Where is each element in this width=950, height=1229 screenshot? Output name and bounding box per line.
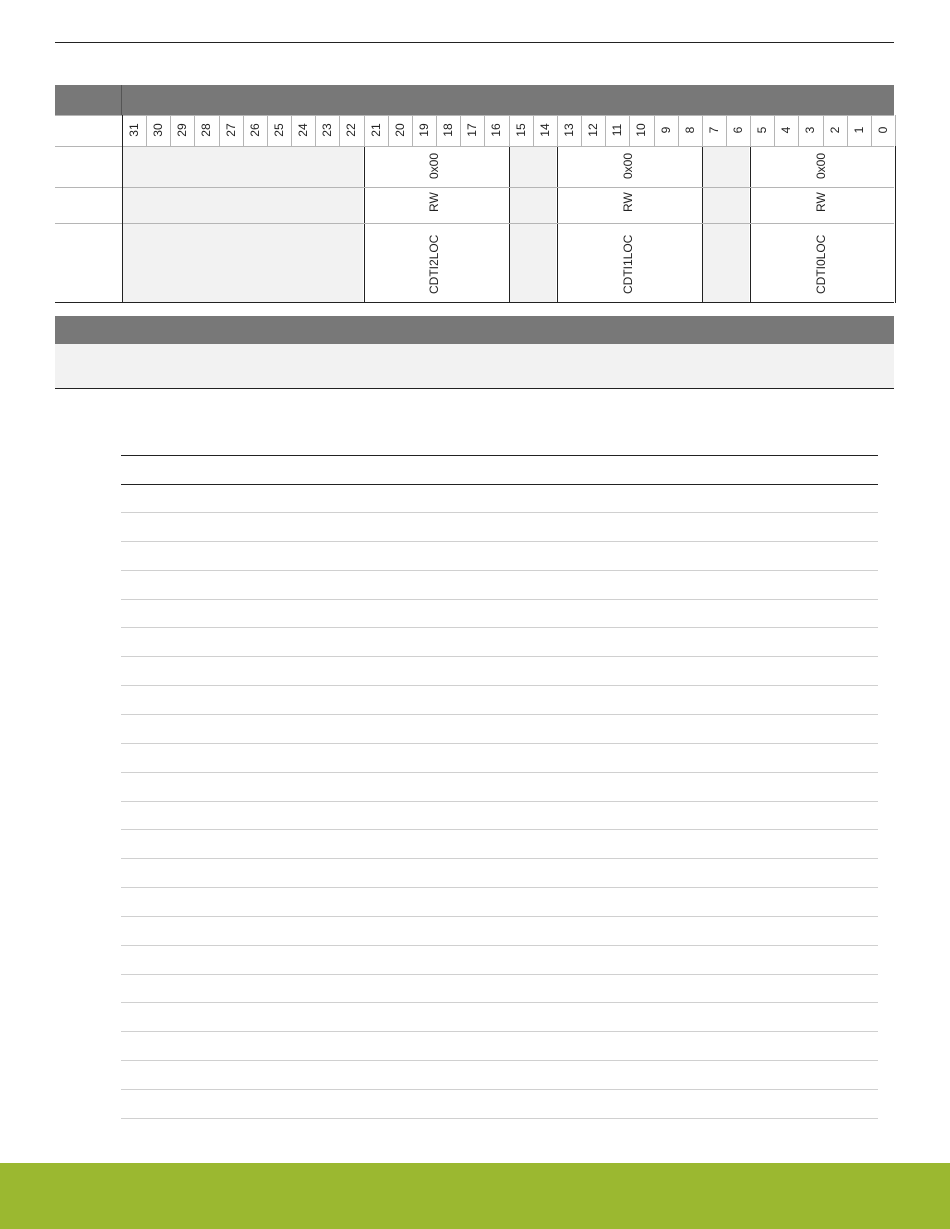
field-0-access: RW bbox=[814, 192, 828, 212]
field-2-name: CDTI2LOC bbox=[427, 234, 441, 294]
description-bottom-rule bbox=[55, 388, 894, 389]
bit-number-20: 20 bbox=[392, 123, 407, 137]
bit-divider bbox=[823, 115, 824, 146]
bit-divider bbox=[798, 115, 799, 146]
bit-number-15: 15 bbox=[513, 123, 528, 137]
bit-number-0: 0 bbox=[875, 126, 890, 134]
bit-divider bbox=[678, 115, 679, 146]
bit-divider bbox=[291, 115, 292, 146]
bit-divider bbox=[364, 115, 365, 146]
bit-number-12: 12 bbox=[586, 123, 601, 137]
bit-divider bbox=[388, 115, 389, 146]
bit-number-30: 30 bbox=[151, 123, 166, 137]
bit-number-8: 8 bbox=[682, 126, 697, 134]
bit-divider bbox=[170, 115, 171, 146]
bit-divider bbox=[484, 115, 485, 146]
register-row-rule bbox=[55, 302, 894, 303]
bit-number-21: 21 bbox=[368, 123, 383, 137]
field-2-reset: 0x00 bbox=[427, 152, 441, 179]
field-2-access: RW bbox=[427, 192, 441, 212]
table-row-rule bbox=[121, 801, 878, 802]
bit-divider bbox=[533, 115, 534, 146]
bit-divider bbox=[460, 115, 461, 146]
bit-number-31: 31 bbox=[127, 123, 141, 137]
bit-number-28: 28 bbox=[199, 123, 214, 137]
table-row-rule bbox=[121, 945, 878, 946]
table-row-rule bbox=[121, 1118, 878, 1119]
reserved-cell-7-6 bbox=[702, 146, 749, 302]
table-row-rule bbox=[121, 627, 878, 628]
page-top-rule bbox=[55, 42, 894, 43]
bit-number-24: 24 bbox=[296, 123, 311, 137]
table-row-rule bbox=[121, 1002, 878, 1003]
table-row-rule bbox=[121, 714, 878, 715]
bit-divider bbox=[339, 115, 340, 146]
description-header-bar bbox=[55, 316, 894, 344]
bit-number-2: 2 bbox=[827, 126, 842, 134]
page-footer-bar bbox=[0, 1163, 950, 1229]
register-row-rule bbox=[55, 187, 894, 188]
bit-number-6: 6 bbox=[731, 126, 745, 134]
field-1-name: CDTI1LOC bbox=[621, 234, 635, 294]
bit-divider bbox=[847, 115, 848, 146]
bit-divider bbox=[412, 115, 413, 146]
bit-divider bbox=[219, 115, 220, 146]
bit-divider bbox=[315, 115, 316, 146]
bit-number-17: 17 bbox=[465, 123, 480, 137]
bit-number-19: 19 bbox=[416, 123, 431, 137]
bit-number-4: 4 bbox=[779, 126, 794, 134]
register-row-rule bbox=[55, 223, 894, 224]
bit-divider bbox=[895, 115, 896, 146]
table-row-rule bbox=[121, 685, 878, 686]
bit-divider bbox=[605, 115, 606, 146]
table-row-rule bbox=[121, 455, 878, 456]
field-1-reset: 0x00 bbox=[621, 152, 635, 179]
field-divider bbox=[895, 146, 896, 303]
table-row-rule bbox=[121, 858, 878, 859]
reserved-cell-31-22 bbox=[123, 146, 363, 302]
bit-divider bbox=[871, 115, 872, 146]
bit-number-16: 16 bbox=[489, 123, 504, 137]
bit-divider bbox=[267, 115, 268, 146]
field-divider bbox=[364, 146, 365, 303]
bit-divider bbox=[726, 115, 727, 146]
table-row-rule bbox=[121, 512, 878, 513]
field-1-access: RW bbox=[621, 192, 635, 212]
bit-number-22: 22 bbox=[344, 123, 359, 137]
table-row-rule bbox=[121, 570, 878, 571]
field-0-name: CDTI0LOC bbox=[814, 234, 828, 294]
bit-number-29: 29 bbox=[175, 123, 190, 137]
table-row-rule bbox=[121, 484, 878, 485]
table-row-rule bbox=[121, 916, 878, 917]
bit-number-10: 10 bbox=[634, 123, 649, 137]
table-row-rule bbox=[121, 1089, 878, 1090]
field-0-reset: 0x00 bbox=[814, 152, 828, 179]
bit-number-14: 14 bbox=[537, 123, 552, 137]
field-divider bbox=[557, 146, 558, 303]
bit-divider bbox=[581, 115, 582, 146]
table-row-rule bbox=[121, 743, 878, 744]
field-divider bbox=[509, 146, 510, 303]
reserved-cell-15-14 bbox=[509, 146, 556, 302]
bit-number-18: 18 bbox=[441, 123, 456, 137]
bit-divider bbox=[436, 115, 437, 146]
bit-number-13: 13 bbox=[561, 123, 576, 137]
bit-number-3: 3 bbox=[803, 126, 818, 134]
field-divider bbox=[750, 146, 751, 303]
bit-divider bbox=[702, 115, 703, 146]
bit-divider bbox=[146, 115, 147, 146]
table-row-rule bbox=[121, 1060, 878, 1061]
register-row-rule bbox=[55, 146, 894, 147]
bit-divider bbox=[194, 115, 195, 146]
field-divider bbox=[702, 146, 703, 303]
bit-number-7: 7 bbox=[706, 126, 721, 134]
table-row-rule bbox=[121, 829, 878, 830]
bit-divider bbox=[629, 115, 630, 146]
table-row-rule bbox=[121, 1031, 878, 1032]
bit-divider bbox=[243, 115, 244, 146]
bit-number-1: 1 bbox=[851, 126, 866, 134]
bit-number-11: 11 bbox=[610, 123, 625, 137]
bit-number-23: 23 bbox=[320, 123, 335, 137]
bit-divider bbox=[509, 115, 510, 146]
bit-number-5: 5 bbox=[755, 126, 770, 134]
bit-number-25: 25 bbox=[271, 123, 286, 137]
table-row-rule bbox=[121, 887, 878, 888]
register-header-row bbox=[55, 85, 894, 115]
bit-divider bbox=[750, 115, 751, 146]
register-header-left-cell bbox=[55, 85, 122, 115]
bit-number-27: 27 bbox=[223, 123, 238, 137]
bit-number-9: 9 bbox=[658, 126, 673, 134]
register-left-column-divider bbox=[122, 115, 123, 303]
bit-divider bbox=[774, 115, 775, 146]
description-body bbox=[55, 344, 894, 388]
table-row-rule bbox=[121, 541, 878, 542]
register-row-rule bbox=[55, 115, 894, 116]
table-row-rule bbox=[121, 599, 878, 600]
table-row-rule bbox=[121, 974, 878, 975]
bit-divider bbox=[654, 115, 655, 146]
bit-number-26: 26 bbox=[247, 123, 262, 137]
table-row-rule bbox=[121, 656, 878, 657]
bit-divider bbox=[557, 115, 558, 146]
table-row-rule bbox=[121, 772, 878, 773]
